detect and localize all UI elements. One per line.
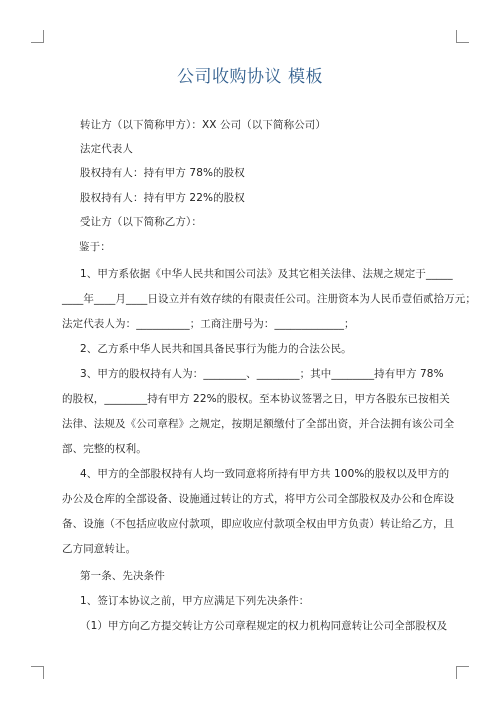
clause-3-line-3: 法律、法规及《公司章程》之规定，按期足额缴付了全部出资，并合法拥有该公司全	[62, 418, 455, 430]
document-title: 公司收购协议 模板	[177, 67, 323, 87]
crop-mark-bottom-right	[456, 666, 469, 679]
clause-2-line-1: 2、乙方系中华人民共和国具备民事行为能力的合法公民。	[80, 343, 352, 355]
clause-4-line-4: 乙方同意转让。	[62, 543, 137, 555]
clause-4-line-1: 4、甲方的全部股权持有人均一致同意将所持有甲方共 100%的股权以及甲方的	[80, 468, 450, 480]
clause-3-line-4: 部、完整的权利。	[62, 443, 147, 455]
clause-1-line-1: 1、甲方系依据《中华人民共和国公司法》及其它相关法律、法规之规定于_____	[80, 268, 453, 280]
crop-mark-top-right	[456, 30, 469, 43]
transferee-line: 受让方（以下简称乙方）：	[80, 216, 202, 228]
clause-1-line-2: ____年____月____日设立并有效存续的有限责任公司。注册资本为人民币壹佰贰拾万元；	[62, 293, 476, 305]
crop-mark-top-left	[31, 30, 44, 43]
transferor-line: 转让方（以下简称甲方）：XX 公司（以下简称公司）	[80, 119, 326, 131]
legal-rep-line: 法定代表人	[80, 143, 133, 155]
crop-mark-bottom-left	[31, 666, 44, 679]
clause-3-line-1: 3、甲方的股权持有人为：________、________；其中________持有甲方 78%	[80, 368, 444, 380]
clause-4-line-2: 办公及仓库的全部设备、设施通过转让的方式，将甲方公司全部股权及办公和仓库设	[62, 493, 455, 505]
shareholder-line-2: 股权持有人：持有甲方 22%的股权	[80, 192, 245, 204]
clause-4-line-3: 备、设施（不包括应收应付款项，即应收应付款项全权由甲方负责）转让给乙方，且	[62, 518, 455, 530]
shareholder-line-1: 股权持有人：持有甲方 78%的股权	[80, 167, 245, 179]
article-1-line-1: 1、签订本协议之前，甲方应满足下列先决条件：	[80, 595, 310, 607]
article-1-heading: 第一条、先决条件	[80, 570, 165, 582]
whereas-heading: 鉴于：	[79, 241, 111, 253]
article-1-line-2: （1）甲方向乙方提交转让方公司章程规定的权力机构同意转让公司全部股权及	[80, 620, 448, 632]
clause-3-line-2: 的股权，________持有甲方 22%的股权。至本协议签署之日，甲方各股东已按相关	[62, 393, 450, 405]
clause-1-line-3: 法定代表人为：__________；工商注册号为：_____________；	[62, 318, 355, 330]
